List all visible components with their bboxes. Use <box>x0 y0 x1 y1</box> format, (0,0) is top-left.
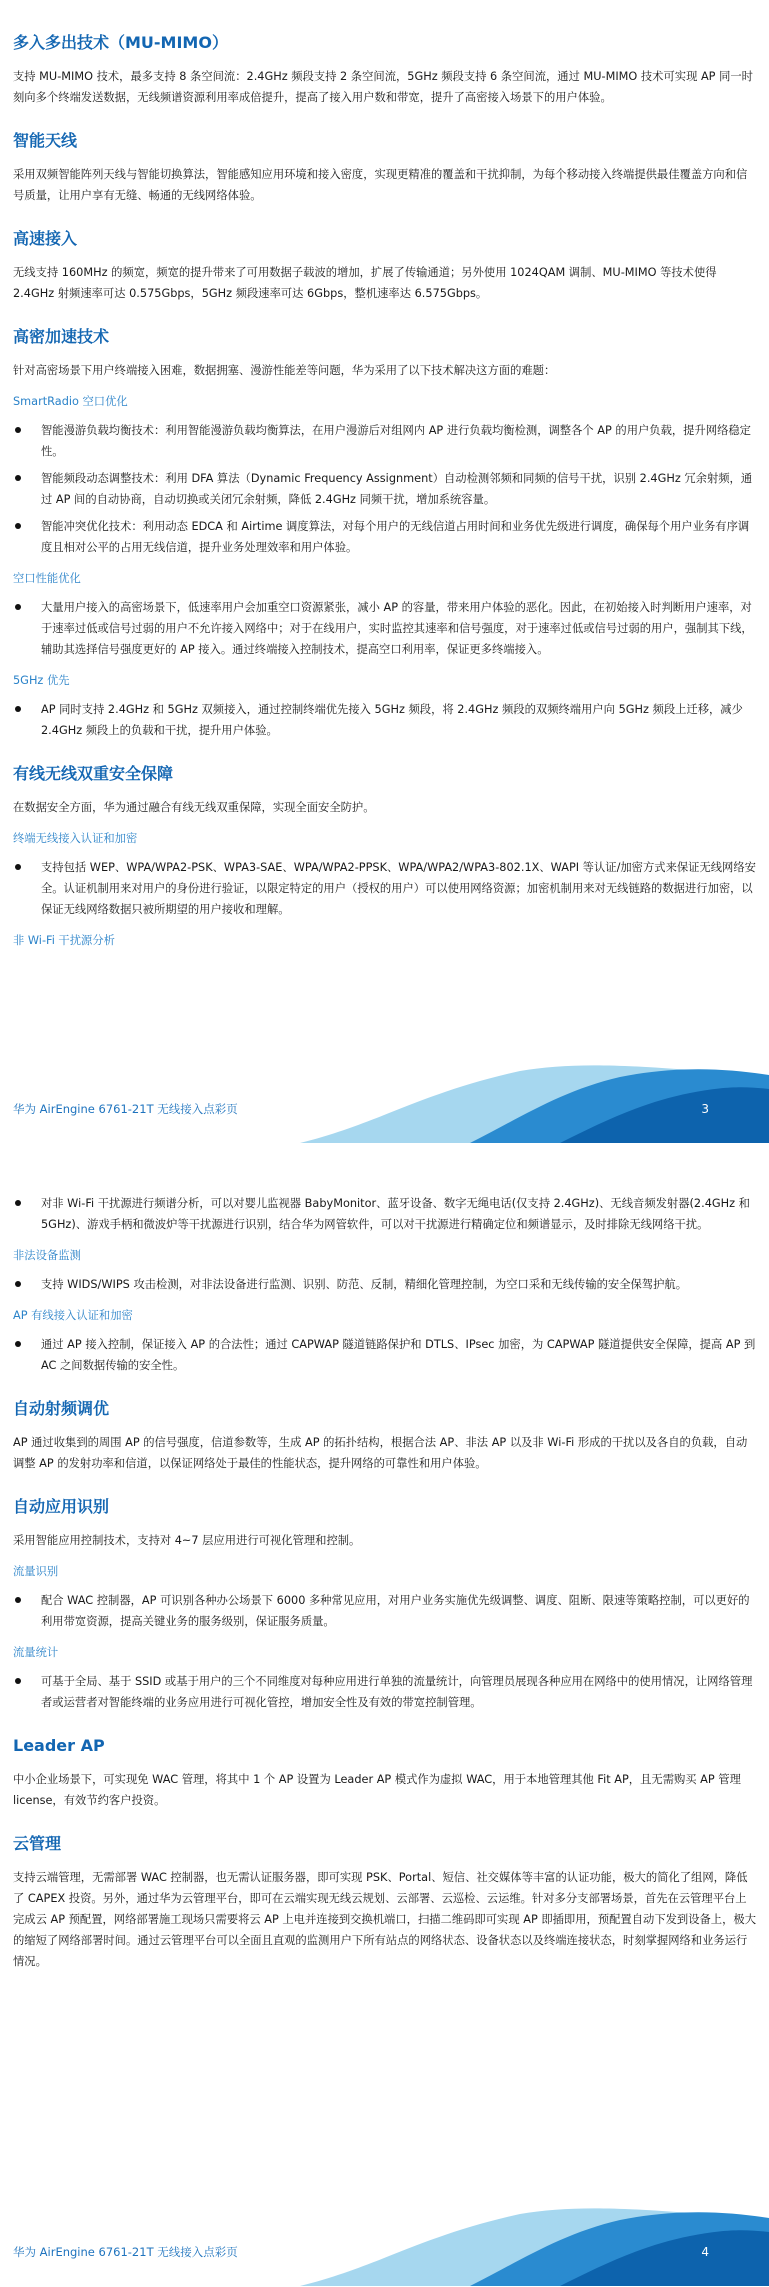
section-smart-antenna <box>13 130 756 206</box>
list-item: 配合 WAC 控制器，AP 可识别各种办公场景下 6000 多种常见应用，对用户业务实施优先级调整、调度、阻断、限速等策略控制，可以更好的利用带宽资源，提高关键业务的服务级别，保证服务质量。 <box>13 1590 756 1632</box>
list-item: 智能冲突优化技术：利用动态 EDCA 和 Airtime 调度算法，对每个用户的无线信道占用时间和业务优先级进行调度，确保每个用户业务有序调度且相对公平的占用无线信道，提升业务处理效率和用户体验。 <box>13 516 756 558</box>
section-text: 支持 MU-MIMO 技术，最多支持 8 条空间流：2.4GHz 频段支持 2 条空间流，5GHz 频段支持 6 条空间流，通过 MU-MIMO 技术可实现 AP 同一时刻向多个终端发送数据，无线频谱资源利用率成倍提升，提高了接入用户数和带宽，提升了高密接入场景下的用户体验。 <box>13 70 753 104</box>
list-item: 大量用户接入的高密场景下，低速率用户会加重空口资源紧张，减小 AP 的容量，带来用户体验的恶化。因此，在初始接入时判断用户速率，对于速率过低或信号过弱的用户不允许接入网络中；对于在线用户，实时监控其速率和信号强度，对于速率过低或信号过弱的用户，强制其下线，辅助其选择信号强度更好的 AP 接入。通过终端接入控制技术，提高空口利用率，保证更多终端接入。 <box>13 597 756 660</box>
list-item: 通过 AP 接入控制，保证接入 AP 的合法性；通过 CAPWAP 隧道链路保护和 DTLS、IPsec 加密，为 CAPWAP 隧道提供安全保障，提高 AP 到 AC 之间数据传输的安全性。 <box>13 1334 756 1376</box>
footer-title: 华为 AirEngine 6761-21T 无线接入点彩页 <box>13 1102 238 1116</box>
section-text: 采用双频智能阵列天线与智能切换算法，智能感知应用环境和接入密度，实现更精准的覆盖和干扰抑制，为每个移动接入终端提供最佳覆盖方向和信号质量，让用户享有无缝、畅通的无线网络体验。 <box>13 168 748 202</box>
page-number: 4 <box>701 2245 709 2259</box>
list-item: 对非 Wi-Fi 干扰源进行频谱分析，可以对婴儿监视器 BabyMonitor、蓝牙设备、数字无绳电话(仅支持 2.4GHz)、无线音频发射器(2.4GHz 和 5GHz)、游戏手柄和微波炉等干扰源进行识别，结合华为网管软件，可以对干扰源进行精确定位和频谱显示，及时排除无线网络干扰。 <box>13 1193 756 1235</box>
section-heading: 云管理 <box>13 1834 62 1853</box>
section-leader-ap <box>13 1735 756 1811</box>
section-heading: Leader AP <box>13 1736 105 1755</box>
subsection-title: 非 Wi-Fi 干扰源分析 <box>13 934 115 947</box>
subsection-title: 流量统计 <box>13 1646 59 1659</box>
section-text: 无线支持 160MHz 的频宽，频宽的提升带来了可用数据子载波的增加，扩展了传输通道；另外使用 1024QAM 调制、MU-MIMO 等技术使得 2.4GHz 射频速率可达 0.575Gbps，5GHz 频段速率可达 6Gbps，整机速率达 6.575Gbps。 <box>13 266 717 300</box>
section-heading: 高速接入 <box>13 229 78 248</box>
subsection-title: 非法设备监测 <box>13 1249 81 1262</box>
section-high-speed <box>13 228 756 304</box>
section-intro: 针对高密场景下用户终端接入困难，数据拥塞、漫游性能差等问题，华为采用了以下技术解决这方面的难题： <box>13 364 556 377</box>
page-4 <box>0 1143 769 2286</box>
page-3 <box>0 0 769 1143</box>
list-item: 支持包括 WEP、WPA/WPA2-PSK、WPA3-SAE、WPA/WPA2-PPSK、WPA/WPA2/WPA3-802.1X、WAPI 等认证/加密方式来保证无线网络安全。认证机制用来对用户的身份进行验证，以限定特定的用户（授权的用户）可以使用网络资源；加密机制用来对无线链路的数据进行加密，以保证无线网络数据只被所期望的用户接收和理解。 <box>13 857 756 920</box>
list-item: 支持 WIDS/WIPS 攻击检测，对非法设备进行监测、识别、防范、反制，精细化管理控制，为空口采和无线传输的安全保驾护航。 <box>13 1274 756 1295</box>
section-high-density <box>13 326 756 741</box>
section-intro: 在数据安全方面，华为通过融合有线无线双重保障，实现全面安全防护。 <box>13 801 375 814</box>
section-heading: 自动应用识别 <box>13 1497 110 1516</box>
section-mu-mimo <box>13 32 756 108</box>
section-interference-cont <box>13 1193 756 1376</box>
subsection-title: 5GHz 优先 <box>13 674 70 687</box>
page-footer <box>0 2206 769 2286</box>
section-heading: 智能天线 <box>13 131 78 150</box>
section-app-id <box>13 1496 756 1713</box>
footer-title: 华为 AirEngine 6761-21T 无线接入点彩页 <box>13 2245 238 2259</box>
subsection-title: SmartRadio 空口优化 <box>13 395 128 408</box>
section-heading: 自动射频调优 <box>13 1399 110 1418</box>
section-text: AP 通过收集到的周围 AP 的信号强度，信道参数等，生成 AP 的拓扑结构，根据合法 AP、非法 AP 以及非 Wi-Fi 形成的干扰以及各自的负载，自动调整 AP 的发射功率和信道，以保证网络处于最佳的性能状态，提升网络的可靠性和用户体验。 <box>13 1436 748 1470</box>
section-security <box>13 763 756 951</box>
section-text: 采用智能应用控制技术，支持对 4~7 层应用进行可视化管理和控制。 <box>13 1534 361 1547</box>
list-item: 可基于全局、基于 SSID 或基于用户的三个不同维度对每种应用进行单独的流量统计，向管理员展现各种应用在网络中的使用情况，让网络管理者或运营者对智能终端的业务应用进行可视化管控，增加安全性及有效的带宽控制管理。 <box>13 1671 756 1713</box>
list-item: 智能频段动态调整技术：利用 DFA 算法（Dynamic Frequency Assignment）自动检测邻频和同频的信号干扰，识别 2.4GHz 冗余射频，通过 AP 间的自动协商，自动切换或关闭冗余射频，降低 2.4GHz 同频干扰，增加系统容量。 <box>13 468 756 510</box>
list-item: 智能漫游负载均衡技术：利用智能漫游负载均衡算法，在用户漫游后对组网内 AP 进行负载均衡检测，调整各个 AP 的用户负载，提升网络稳定性。 <box>13 420 756 462</box>
section-text: 中小企业场景下，可实现免 WAC 管理，将其中 1 个 AP 设置为 Leader AP 模式作为虚拟 WAC，用于本地管理其他 Fit AP，且无需购买 AP 管理 license，有效节约客户投资。 <box>13 1773 741 1807</box>
list-item: AP 同时支持 2.4GHz 和 5GHz 双频接入，通过控制终端优先接入 5GHz 频段，将 2.4GHz 频段的双频终端用户向 5GHz 频段上迁移，减少 2.4GHz 频段上的负载和干扰，提升用户体验。 <box>13 699 756 741</box>
section-heading: 高密加速技术 <box>13 327 110 346</box>
subsection-title: 流量识别 <box>13 1565 59 1578</box>
section-heading: 有线无线双重安全保障 <box>13 764 174 783</box>
subsection-title: AP 有线接入认证和加密 <box>13 1309 133 1322</box>
section-cloud <box>13 1833 756 1972</box>
subsection-title: 空口性能优化 <box>13 572 81 585</box>
subsection-title: 终端无线接入认证和加密 <box>13 832 138 845</box>
section-heading: 多入多出技术（MU-MIMO） <box>13 33 228 52</box>
page-number: 3 <box>701 1102 709 1116</box>
section-text: 支持云端管理，无需部署 WAC 控制器，也无需认证服务器，即可实现 PSK、Portal、短信、社交媒体等丰富的认证功能，极大的简化了组网，降低了 CAPEX 投资。另外，通过华为云管理平台，即可在云端实现无线云规划、云部署、云巡检、云运维。针对多分支部署场景，首先在云管理平台上完成云 AP 预配置，网络部署施工现场只需要将云 AP 上电并连接到交换机端口，扫描二维码即可实现 AP 即插即用，预配置自动下发到设备上，极大的缩短了网络部署时间。通过云管理平台可以全面且直观的监测用户下所有站点的网络状态、设备状态以及终端连接状态，时刻掌握网络和业务运行情况。 <box>13 1871 756 1968</box>
section-auto-rf <box>13 1398 756 1474</box>
page-footer <box>0 1063 769 1143</box>
